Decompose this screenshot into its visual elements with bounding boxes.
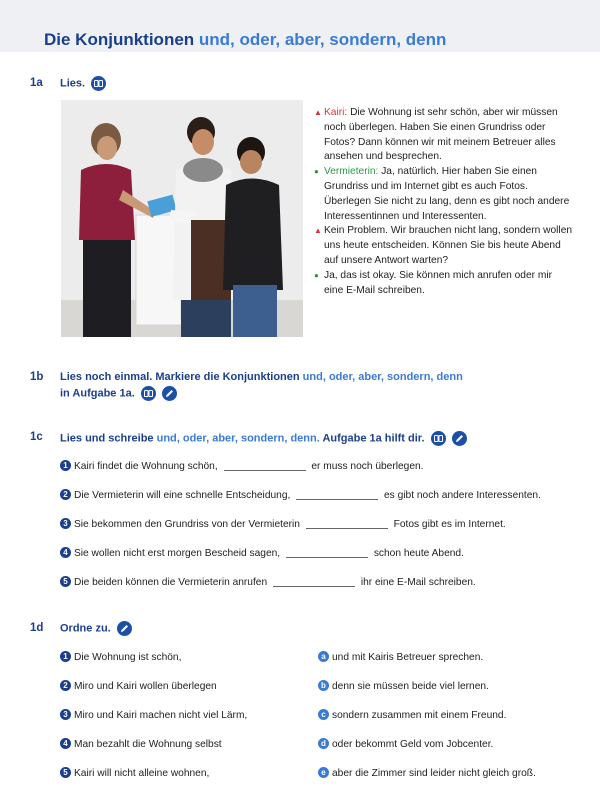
answer-blank-3[interactable] <box>306 528 388 529</box>
red-triangle-icon: ▲ <box>314 226 322 236</box>
title-conjunctions: und, oder, aber, sondern, denn <box>198 30 447 49</box>
book-audio-icon[interactable] <box>431 431 446 446</box>
match-right-a: a und mit Kairis Betreuer sprechen. <box>318 651 483 663</box>
answer-blank-5[interactable] <box>273 586 355 587</box>
book-audio-icon[interactable] <box>91 76 106 91</box>
green-dot-icon: ● <box>314 270 319 280</box>
answer-blank-2[interactable] <box>296 499 378 500</box>
red-triangle-icon: ▲ <box>314 108 322 117</box>
pencil-icon[interactable] <box>162 386 177 401</box>
exercise-1b-number: 1b <box>30 371 44 383</box>
exercise-1a-instruction: Lies. <box>60 76 106 91</box>
match-right-d: d oder bekommt Geld vom Jobcenter. <box>318 738 493 750</box>
exercise-1c-number: 1c <box>30 431 43 443</box>
dialog-line-3: Kein Problem. Wir brauchen nicht lang, sondern wollen uns heute entscheiden. Können Sie bis heute Abend auf unsere Antwort warten? <box>324 225 573 266</box>
match-right-e: e aber die Zimmer sind leider nicht gleich groß. <box>318 767 536 779</box>
exercise-1b-instruction-line2: in Aufgabe 1a. <box>60 386 177 401</box>
exercise-1d-number: 1d <box>30 622 44 634</box>
match-left-5: 5 Kairi will nicht alleine wohnen, <box>60 767 209 779</box>
exercise-1a-number: 1a <box>30 77 43 89</box>
dialog-line-1: Die Wohnung ist sehr schön, aber wir müssen noch überlegen. Haben Sie einen Grundriss oder Fotos? Dann können wir mit meinem Betreuer alles ansehen und besprechen. <box>324 107 558 163</box>
pencil-icon[interactable] <box>117 621 132 636</box>
speaker-kairi: Kairi: <box>324 107 348 118</box>
photo-apartment-viewing <box>61 100 303 337</box>
pencil-icon[interactable] <box>452 431 467 446</box>
book-audio-icon[interactable] <box>141 386 156 401</box>
dialog-line-2: Ja, natürlich. Hier haben Sie einen Grundriss und im Internet gibt es auch Fotos. Überlegen Sie nicht zu lang, denn es gibt noch andere Interessentinnen und Interessenten. <box>324 166 570 222</box>
match-right-c: c sondern zusammen mit einem Freund. <box>318 709 506 721</box>
page-title <box>44 30 446 50</box>
exercise-1c-item-4: 4 Sie wollen nicht erst morgen Bescheid sagen, schon heute Abend. <box>60 547 464 559</box>
answer-blank-1[interactable] <box>224 470 306 471</box>
match-left-4: 4 Man bezahlt die Wohnung selbst <box>60 738 222 750</box>
dialog-turn-3 <box>314 224 574 268</box>
dialog-turn-2 <box>314 165 574 224</box>
exercise-1c-instruction: Lies und schreibe und, oder, aber, sondern, denn. Aufgabe 1a hilft dir. <box>60 431 467 446</box>
exercise-1c-item-5: 5 Die beiden können die Vermieterin anrufen ihr eine E-Mail schreiben. <box>60 576 476 588</box>
dialog-text <box>314 106 574 298</box>
match-left-2: 2 Miro und Kairi wollen überlegen <box>60 680 217 692</box>
match-left-3: 3 Miro und Kairi machen nicht viel Lärm, <box>60 709 247 721</box>
dialog-turn-4 <box>314 269 574 299</box>
dialog-turn-1 <box>314 106 574 165</box>
match-left-1: 1 Die Wohnung ist schön, <box>60 651 181 663</box>
speaker-vermieterin: Vermieterin: <box>324 166 379 178</box>
exercise-1c-item-3: 3 Sie bekommen den Grundriss von der Vermieterin Fotos gibt es im Internet. <box>60 518 506 530</box>
exercise-1b-instruction: Lies noch einmal. Markiere die Konjunktionen und, oder, aber, sondern, denn <box>60 371 463 383</box>
dialog-line-4: Ja, das ist okay. Sie können mich anrufen oder mir eine E-Mail schreiben. <box>324 269 553 296</box>
answer-blank-4[interactable] <box>286 557 368 558</box>
match-right-b: b denn sie müssen beide viel lernen. <box>318 680 489 692</box>
exercise-1c-item-1: 1 Kairi findet die Wohnung schön, er muss noch überlegen. <box>60 460 424 472</box>
exercise-1d-instruction: Ordne zu. <box>60 621 132 636</box>
exercise-1c-item-2: 2 Die Vermieterin will eine schnelle Entscheidung, es gibt noch andere Interessenten. <box>60 489 541 501</box>
green-dot-icon: ● <box>314 167 319 177</box>
title-main: Die Konjunktionen <box>44 30 195 49</box>
